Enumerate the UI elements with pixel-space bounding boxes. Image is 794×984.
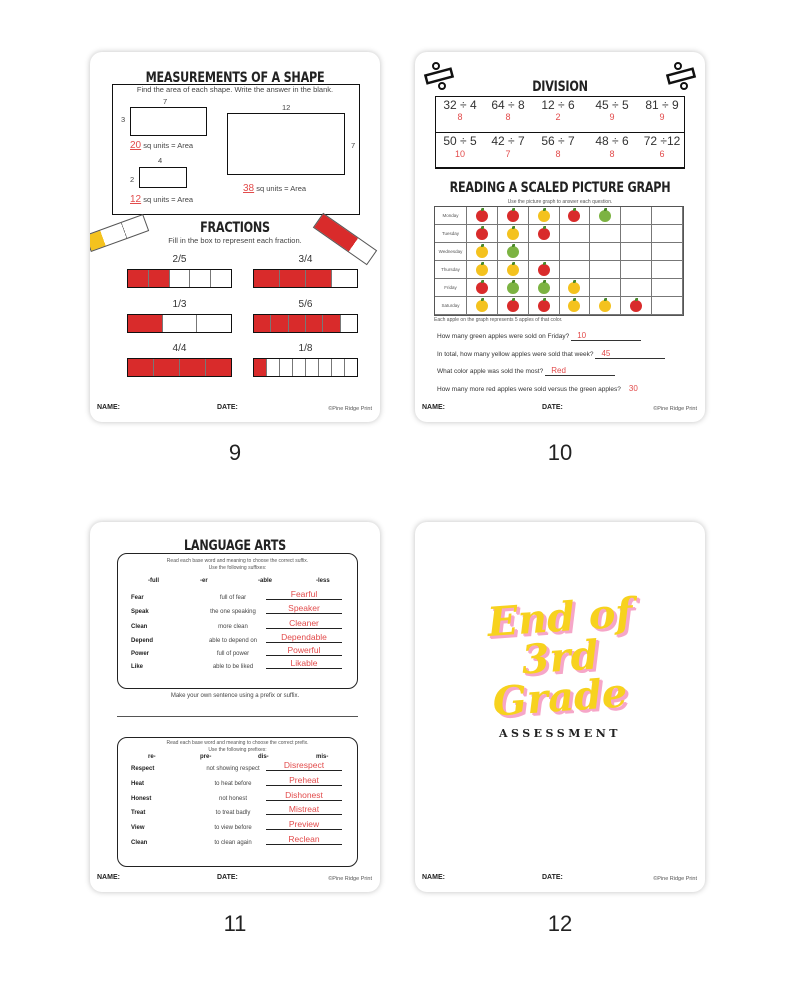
suffix-instruction: Use the following suffixes: [208,565,267,571]
graph-cell [467,207,498,225]
graph-cell [590,225,621,243]
answer-field[interactable]: 45 [595,349,665,359]
division-problem: 56 ÷ 7 [541,134,575,148]
day-label: Monday [435,207,467,225]
green-apple-icon [507,282,519,294]
word-meaning: to view before [214,825,252,831]
area-label: sq units = Area [256,184,307,193]
shape-height: 7 [351,141,356,150]
division-problem: 50 ÷ 5 [443,134,477,148]
graph-cell [560,225,591,243]
rectangle-shape [139,167,187,188]
suffix-instruction: Read each base word and meaning to choose the correct suffix. [166,558,309,564]
fractions-instruction: Fill in the box to represent each fraction. [168,236,302,245]
section-title: FRACTIONS [200,220,270,236]
word-meaning: full of power [216,651,250,657]
prefix-instruction: Use the following prefixes: [208,747,267,753]
base-word: Clean [131,624,148,630]
division-problem: 32 ÷ 4 [443,98,477,112]
answer-field[interactable]: 10 [571,331,641,341]
empty-cell[interactable] [332,270,357,287]
graph-cell [467,297,498,315]
filled-cell[interactable] [254,315,271,332]
day-label: Friday [435,279,467,297]
red-apple-icon [568,210,580,222]
affix-option: mis- [316,754,329,760]
area-label: sq units = Area [143,141,194,150]
answer-field[interactable]: Cleaner [266,618,342,629]
area-answer: 20 [130,140,142,151]
answer-field[interactable]: Red [545,366,615,376]
graph-cell [590,279,621,297]
word-meaning: more clean [218,624,248,630]
base-word: Like [131,664,144,670]
answer-field[interactable]: Disrespect [266,760,342,771]
sentence-prompt: Make your own sentence using a prefix or suffix. [170,693,300,699]
empty-cell[interactable] [319,359,332,376]
graph-cell [467,243,498,261]
fraction-label: 1/8 [298,343,313,354]
base-word: Clean [131,840,148,846]
answer-field[interactable]: Powerful [266,645,342,656]
graph-cell [467,225,498,243]
worksheet-page-12 [415,522,705,892]
yellow-apple-icon [568,300,580,312]
question-text: How many green apples were sold on Friday? [437,333,570,340]
base-word: Heat [131,781,145,787]
word-meaning: able to be liked [212,664,254,670]
division-answer: 2 [555,112,561,122]
fraction-bar[interactable] [127,358,232,377]
suffix-box [117,553,358,689]
filled-cell[interactable] [280,270,306,287]
question [437,331,641,341]
affix-option: -er [200,578,208,584]
graph-cell [621,207,652,225]
fraction-bar[interactable] [253,314,358,333]
shape-width: 4 [158,156,163,165]
graph-cell [652,207,683,225]
division-problem: 72 ÷12 [643,134,681,148]
page-title: MEASUREMENTS OF A SHAPE [145,70,325,86]
graph-cell [529,297,560,315]
area-label: sq units = Area [143,195,194,204]
question-text: In total, how many yellow apples were sold that week? [437,351,594,358]
shape-height: 2 [130,175,135,184]
section-title: READING A SCALED PICTURE GRAPH [449,180,671,196]
division-answer: 9 [609,112,615,122]
graph-cell [498,243,529,261]
fraction-bar[interactable] [127,269,232,288]
area-answer: 38 [243,183,255,194]
yellow-apple-icon [476,300,488,312]
shape-width: 7 [163,97,168,106]
empty-cell[interactable] [197,315,231,332]
red-apple-icon [538,300,550,312]
yellow-apple-icon [476,246,488,258]
fraction-bar[interactable] [253,358,358,377]
graph-cell [467,261,498,279]
graph-cell [560,243,591,261]
red-apple-icon [476,228,488,240]
answer-field[interactable]: Speaker [266,603,342,614]
divider [435,132,685,133]
graph-instruction: Use the picture graph to answer each question. [507,199,613,205]
graph-cell [529,261,560,279]
answer-field[interactable]: Likable [266,658,342,669]
page-title: LANGUAGE ARTS [184,538,286,554]
word-meaning: not showing respect [206,766,260,772]
word-meaning: to treat badly [215,810,251,816]
shape-height: 3 [121,115,126,124]
fraction-label: 1/3 [172,299,187,310]
base-word: View [131,825,145,831]
graph-cell [590,261,621,279]
graph-cell [590,297,621,315]
graph-cell [498,207,529,225]
division-answer: 8 [555,149,561,159]
fraction-label: 4/4 [172,343,187,354]
name-label: NAME: [97,404,120,411]
yellow-apple-icon [568,282,580,294]
filled-cell[interactable] [306,315,323,332]
base-word: Respect [131,766,155,772]
page-number: 9 [228,440,242,465]
picture-graph [434,206,684,316]
filled-cell[interactable] [323,315,340,332]
page-number: 11 [223,911,247,936]
graph-cell [560,279,591,297]
name-label: NAME: [97,874,120,881]
red-apple-icon [630,300,642,312]
prefix-box [117,737,358,867]
graph-cell [529,225,560,243]
question-text: How many more red apples were sold versus the green apples? [437,386,621,393]
worksheet-page-11 [90,522,380,892]
base-word: Treat [131,810,146,816]
fraction-label: 2/5 [172,254,187,265]
fraction-label: 5/6 [298,299,313,310]
date-label: DATE: [542,404,563,411]
graph-cell [560,261,591,279]
cover-title-line: 3rd [520,631,600,684]
filled-cell[interactable] [149,270,170,287]
empty-cell[interactable] [163,315,198,332]
filled-cell[interactable] [128,359,154,376]
filled-cell[interactable] [289,315,306,332]
word-meaning: to heat before [214,781,252,787]
graph-cell [621,243,652,261]
affix-option: -full [148,578,159,584]
division-problem: 45 ÷ 5 [595,98,629,112]
worksheet-page-9 [90,52,380,422]
graph-cell [560,207,591,225]
yellow-apple-icon [507,264,519,276]
date-label: DATE: [542,874,563,881]
red-apple-icon [507,300,519,312]
graph-cell [652,297,683,315]
name-label: NAME: [422,404,445,411]
answer-field[interactable]: Reclean [266,834,342,845]
affix-option: -less [316,578,330,584]
rectangle-shape [227,113,345,175]
division-answer: 8 [457,112,463,122]
filled-cell[interactable] [154,359,180,376]
graph-cell [590,243,621,261]
date-label: DATE: [217,404,238,411]
cover-title-line: Grade [491,669,629,726]
prefix-instruction: Read each base word and meaning to choose the correct prefix. [166,740,309,746]
word-meaning: not honest [218,796,248,802]
base-word: Power [131,651,150,657]
empty-cell[interactable] [280,359,293,376]
graph-cell [652,243,683,261]
copyright: ©Pine Ridge Print [328,876,372,882]
empty-cell[interactable] [341,315,357,332]
empty-cell[interactable] [190,270,211,287]
filled-cell[interactable] [128,315,163,332]
day-label: Tuesday [435,225,467,243]
graph-cell [560,297,591,315]
division-problem: 48 ÷ 6 [595,134,629,148]
division-answer: 9 [659,112,665,122]
graph-cell [621,261,652,279]
cover-subtitle: ASSESSMENT [498,727,621,740]
division-problem: 64 ÷ 8 [491,98,525,112]
filled-cell[interactable] [271,315,288,332]
answer-field[interactable]: Dependable [266,632,342,643]
red-apple-icon [538,264,550,276]
word-meaning: to clean again [214,840,252,846]
graph-cell [529,279,560,297]
division-problem: 12 ÷ 6 [541,98,575,112]
answer-field[interactable]: Preview [266,819,342,830]
answer-field[interactable]: Preheat [266,775,342,786]
copyright: ©Pine Ridge Print [653,876,697,882]
filled-cell[interactable] [254,359,267,376]
page-number: 12 [547,911,573,936]
affix-option: dis- [258,754,269,760]
filled-cell[interactable] [306,270,332,287]
division-answer: 8 [609,149,615,159]
graph-cell [498,225,529,243]
name-label: NAME: [422,874,445,881]
date-label: DATE: [217,874,238,881]
green-apple-icon [599,210,611,222]
word-meaning: the one speaking [210,609,256,615]
division-answer: 7 [505,149,511,159]
graph-cell [467,279,498,297]
rectangle-shape [130,107,207,136]
fraction-bar[interactable] [253,269,358,288]
graph-note: Each apple on the graph represents 5 apples of that color. [434,317,563,323]
page-number: 10 [547,440,573,465]
page-title: DIVISION [532,79,588,95]
fraction-bar[interactable] [127,314,232,333]
answer-field[interactable]: Dishonest [266,790,342,801]
graph-cell [590,207,621,225]
graph-cell [498,297,529,315]
graph-cell [529,243,560,261]
word-meaning: able to depend on [208,638,258,644]
area-instruction: Find the area of each shape. Write the answer in the blank. [136,85,334,94]
graph-cell [621,297,652,315]
copyright: ©Pine Ridge Print [328,406,372,412]
filled-cell[interactable] [128,270,149,287]
graph-cell [529,207,560,225]
affix-option: -able [258,578,273,584]
empty-cell[interactable] [211,270,231,287]
answer-field[interactable]: Mistreat [266,804,342,815]
yellow-apple-icon [599,300,611,312]
division-answer: 10 [454,149,465,159]
day-label: Thursday [435,261,467,279]
shape-width: 12 [282,103,291,112]
empty-cell[interactable] [293,359,306,376]
affix-option: pre- [200,754,212,760]
question [437,384,638,393]
area-answer: 12 [130,194,142,205]
yellow-apple-icon [476,264,488,276]
worksheet-page-10 [415,52,705,422]
empty-cell[interactable] [306,359,319,376]
red-apple-icon [476,210,488,222]
division-answer: 8 [505,112,511,122]
yellow-apple-icon [538,210,550,222]
division-answer: 6 [659,149,665,159]
green-apple-icon [538,282,550,294]
filled-cell[interactable] [254,270,280,287]
day-label: Saturday [435,297,467,315]
graph-cell [652,279,683,297]
graph-cell [621,279,652,297]
base-word: Depend [131,638,154,644]
filled-cell[interactable] [206,359,231,376]
yellow-apple-icon [507,228,519,240]
question [437,366,615,376]
empty-cell[interactable] [170,270,191,287]
answer-field[interactable]: 30 [628,384,638,393]
empty-cell[interactable] [332,359,345,376]
affix-option: re- [148,754,156,760]
red-apple-icon [476,282,488,294]
graph-cell [652,225,683,243]
filled-cell[interactable] [180,359,206,376]
day-label: Wednesday [435,243,467,261]
cover-title-line: End of [485,588,635,647]
fraction-label: 3/4 [298,254,313,265]
word-meaning: full of fear [219,595,247,601]
answer-field[interactable]: Fearful [266,589,342,600]
base-word: Honest [131,796,152,802]
red-apple-icon [507,210,519,222]
question-text: What color apple was sold the most? [437,368,544,375]
base-word: Speak [131,609,149,615]
red-apple-icon [538,228,550,240]
question [437,349,665,359]
graph-cell [498,261,529,279]
base-word: Fear [131,595,144,601]
green-apple-icon [507,246,519,258]
copyright: ©Pine Ridge Print [653,406,697,412]
graph-cell [621,225,652,243]
division-problem: 42 ÷ 7 [491,134,525,148]
sentence-answer-line[interactable] [117,716,358,717]
division-problem: 81 ÷ 9 [645,98,679,112]
empty-cell[interactable] [345,359,357,376]
graph-cell [652,261,683,279]
graph-cell [498,279,529,297]
empty-cell[interactable] [267,359,280,376]
